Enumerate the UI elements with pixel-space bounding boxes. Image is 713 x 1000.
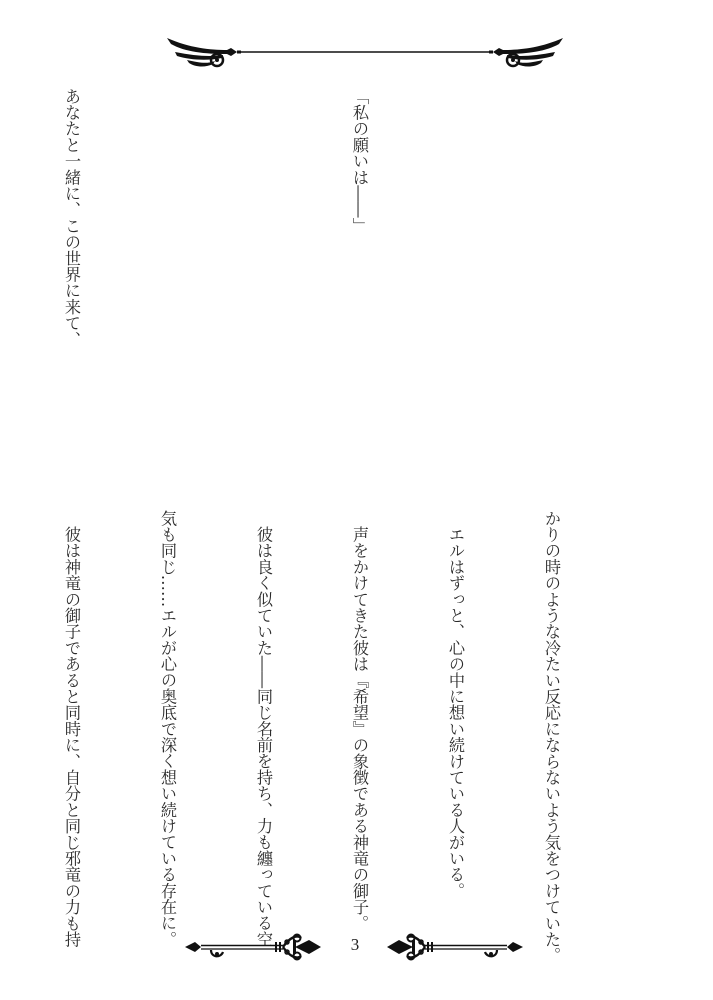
text-line: あなたと一緒に、この世界に来て、 — [62, 88, 81, 348]
body-text-block-top — [0, 88, 631, 493]
body-text-block-bottom — [0, 510, 631, 964]
text-line: エルはずっと、心の中に想い続けている人がいる。 — [446, 510, 465, 899]
text-line — [151, 88, 183, 493]
text-line: 彼は神竜の御子であると同時に、自分と同じ邪竜の力も持 — [62, 510, 81, 948]
text-line — [247, 88, 279, 493]
fleur-de-lis-spear-right-icon — [385, 930, 525, 964]
winged-flourish-rule-icon — [165, 30, 565, 80]
text-line — [535, 88, 567, 493]
text-line: 気も同じ……エルが心の奥底で深く想い続けている存在に。 — [158, 510, 177, 948]
fleur-de-lis-spear-left-icon — [183, 930, 323, 964]
text-line: 声をかけてきた彼は『希望』の象徴である神竜の御子。 — [350, 510, 369, 932]
quote-line: 「私の願いは――」 — [350, 88, 369, 234]
page-number: 3 — [350, 935, 360, 954]
text-line: 彼は良く似ていた――同じ名前を持ち、力も纏っている空 — [254, 510, 273, 948]
text-line — [439, 88, 471, 493]
text-line: かりの時のような冷たい反応にならないよう気をつけていた。 — [542, 510, 561, 964]
